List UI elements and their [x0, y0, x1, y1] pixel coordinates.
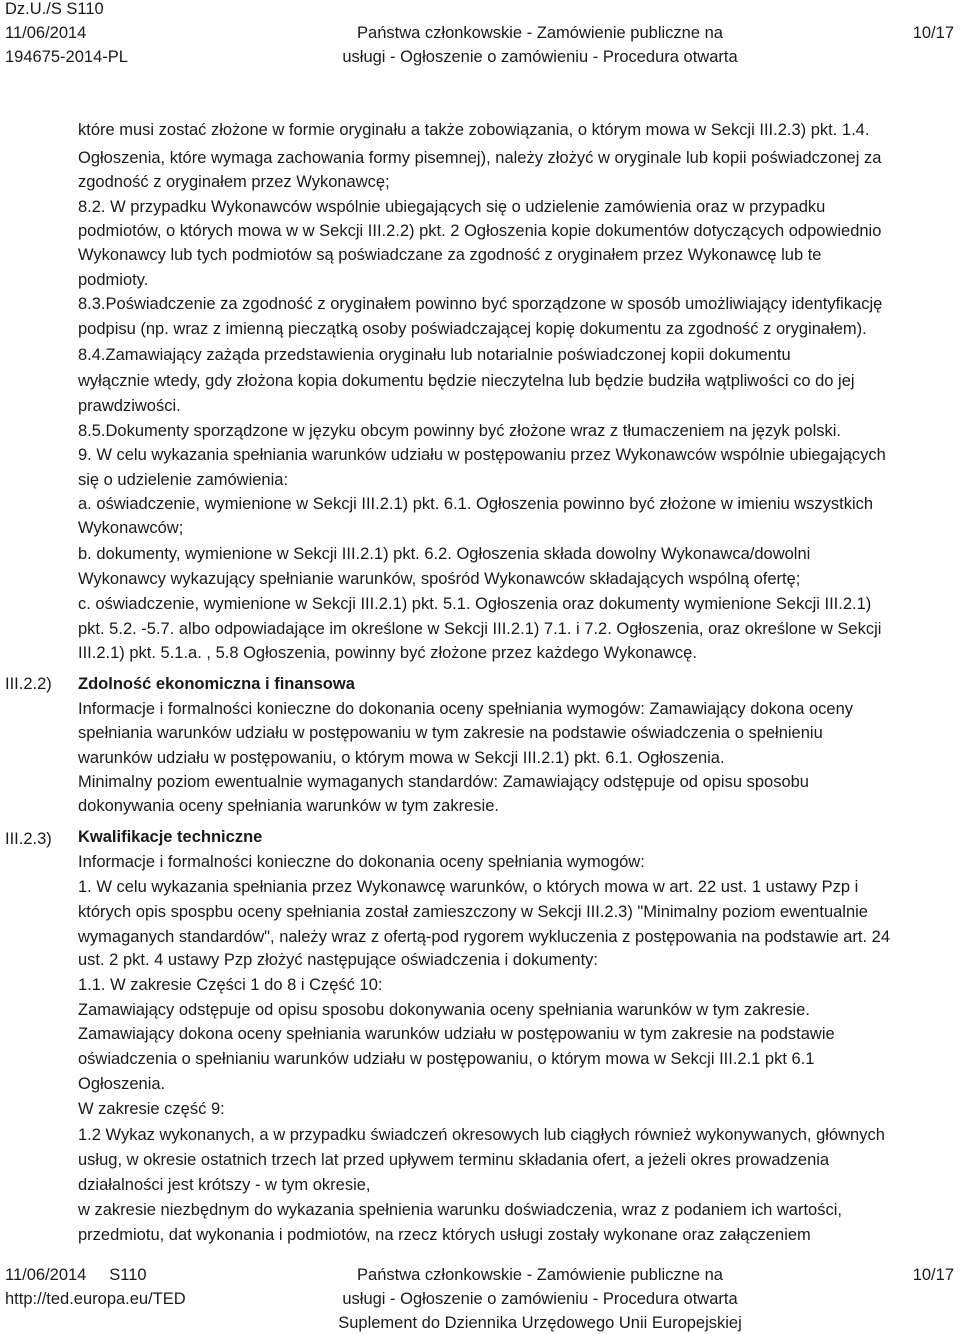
- body-line: zgodność z oryginałem przez Wykonawcę;: [78, 173, 390, 191]
- body-line: usług, w okresie ostatnich trzech lat przed upływem terminu składania ofert, a jeżeli okres prowadzenia: [78, 1151, 830, 1169]
- header-page-number: 10/17: [912, 24, 954, 42]
- section-number-III-2-2: III.2.2): [5, 675, 52, 693]
- footer-page-number: 10/17: [912, 1266, 954, 1284]
- footer-url: http://ted.europa.eu/TED: [5, 1290, 186, 1308]
- body-line: spełniania warunków udziału w postępowaniu w tym zakresie na podstawie oświadczenia o spełnieniu: [78, 724, 823, 742]
- footer-date-series: 11/06/2014 S110: [5, 1266, 147, 1284]
- body-line: przedmiotu, dat wykonania i podmiotów, na rzecz których usługi zostały wykonane oraz załączeniem: [78, 1226, 811, 1244]
- body-line: podmiotów, o których mowa w w Sekcji III.2.2) pkt. 2 Ogłoszenia kopie dokumentów dotyczących odpowiednio: [78, 222, 882, 240]
- body-line: podpisu (np. wraz z imienną pieczątką osoby poświadczającej kopię dokumentu za zgodność z oryginałem).: [78, 320, 867, 338]
- body-line: Minimalny poziom ewentualnie wymaganych standardów: Zamawiający odstępuje od opisu sposobu: [78, 773, 809, 791]
- body-line: 9. W celu wykazania spełniania warunków udziału w postępowaniu przez Wykonawców wspólnie ubiegających: [78, 446, 886, 464]
- body-line: III.2.1) pkt. 5.1.a. , 5.8 Ogłoszenia, powinny być złożone przez każdego Wykonawcę.: [78, 644, 697, 662]
- body-line: się o udzielenie zamówienia:: [78, 471, 289, 489]
- body-line: Ogłoszenia, które wymaga zachowania formy pisemnej), należy złożyć w oryginale lub kopii poświadczonej za: [78, 149, 882, 167]
- body-line: 8.2. W przypadku Wykonawców wspólnie ubiegających się o udzielenie zamówienia oraz w przypadku: [78, 198, 826, 216]
- body-line: ust. 2 pkt. 4 ustawy Pzp złożyć następujące oświadczenia i dokumenty:: [78, 951, 599, 969]
- body-line: pkt. 5.2. -5.7. albo odpowiadające im określone w Sekcji III.2.1) 7.1. i 7.2. Ogłoszenia, oraz określone w Sekcji: [78, 620, 882, 638]
- body-line: Informacje i formalności konieczne do dokonania oceny spełniania wymogów: Zamawiający dokona oceny: [78, 700, 854, 718]
- body-line: prawdziwości.: [78, 397, 181, 415]
- header-title-line1: Państwa członkowskie - Zamówienie publiczne na: [357, 24, 723, 42]
- body-line: wymaganych standardów", należy wraz z ofertą-pod rygorem wykluczenia z postępowania na podstawie art. 24: [78, 928, 891, 946]
- body-line: oświadczenia o spełnianiu warunków udziału w postępowaniu, o którym mowa w Sekcji III.2.1 pkt 6.1: [78, 1050, 815, 1068]
- body-line: podmioty.: [78, 271, 149, 289]
- body-line: a. oświadczenie, wymienione w Sekcji III.2.1) pkt. 6.1. Ogłoszenia powinno być złożone w imieniu wszystkich: [78, 495, 874, 513]
- body-line: 8.5.Dokumenty sporządzone w języku obcym powinny być złożone wraz z tłumaczeniem na język polski.: [78, 422, 842, 440]
- section-number-III-2-3: III.2.3): [5, 830, 52, 848]
- body-line: Ogłoszenia.: [78, 1075, 166, 1093]
- header-title-line2: usługi - Ogłoszenie o zamówieniu - Procedura otwarta: [342, 48, 738, 66]
- body-line: dokonywania oceny spełniania warunków w tym zakresie.: [78, 797, 499, 815]
- body-line: działalności jest krótszy - w tym okresie,: [78, 1176, 371, 1194]
- body-line: 1.2 Wykaz wykonanych, a w przypadku świadczeń okresowych lub ciągłych również wykonywanych, głównych: [78, 1126, 885, 1144]
- body-line: Wykonawcy wykazujący spełnianie warunków, spośród Wykonawców składających wspólną ofertę;: [78, 570, 801, 588]
- header-date: 11/06/2014: [5, 24, 87, 42]
- body-line: w zakresie niezbędnym do wykazania spełnienia warunku doświadczenia, wraz z podaniem ich wartości,: [78, 1201, 842, 1219]
- body-line: b. dokumenty, wymienione w Sekcji III.2.1) pkt. 6.2. Ogłoszenia składa dowolny Wykonawca/dowolni: [78, 545, 811, 563]
- footer-supplement: Suplement do Dziennika Urzędowego Unii Europejskiej: [338, 1314, 742, 1332]
- body-line: które musi zostać złożone w formie oryginału a także zobowiązania, o którym mowa w Sekcji III.2.3) pkt. 1.4.: [78, 121, 870, 139]
- body-line: których opis spospbu oceny spełniania został zamieszczony w Sekcji III.2.3) "Minimalny poziom ewentualnie: [78, 903, 868, 921]
- body-line: wyłącznie wtedy, gdy złożona kopia dokumentu będzie nieczytelna lub będzie budziła wątpliwości co do jej: [78, 372, 855, 390]
- notice-number: 194675-2014-PL: [5, 48, 128, 66]
- body-line: 8.4.Zamawiający zażąda przedstawienia oryginału lub notarialnie poświadczonej kopii dokumentu: [78, 346, 791, 364]
- body-line: Zamawiający odstępuje od opisu sposobu dokonywania oceny spełniania warunków w tym zakresie.: [78, 1001, 810, 1019]
- body-line: Wykonawców;: [78, 519, 184, 537]
- body-line: W zakresie część 9:: [78, 1100, 225, 1118]
- body-line: Wykonawcy lub tych podmiotów są poświadczane za zgodność z oryginałem przez Wykonawcę lub te: [78, 246, 822, 264]
- footer-title-line1: Państwa członkowskie - Zamówienie publiczne na: [357, 1266, 723, 1284]
- body-line: Informacje i formalności konieczne do dokonania oceny spełniania wymogów:: [78, 853, 645, 871]
- body-line: c. oświadczenie, wymienione w Sekcji III.2.1) pkt. 5.1. Ogłoszenia oraz dokumenty wymienione Sekcji III.2.1): [78, 595, 872, 613]
- section-heading-economic: Zdolność ekonomiczna i finansowa: [78, 675, 355, 693]
- journal-ref: Dz.U./S S110: [5, 0, 104, 18]
- body-line: warunków udziału w postępowaniu, o którym mowa w Sekcji III.2.1) pkt. 6.1. Ogłoszenia.: [78, 749, 725, 767]
- page-header: [0, 0, 960, 72]
- body-line: 1. W celu wykazania spełniania przez Wykonawcę warunków, o których mowa w art. 22 ust. 1 ustawy Pzp i: [78, 878, 859, 896]
- body-line: 1.1. W zakresie Części 1 do 8 i Część 10:: [78, 976, 383, 994]
- body-line: Zamawiający dokona oceny spełniania warunków udziału w postępowaniu w tym zakresie na podstawie: [78, 1025, 835, 1043]
- section-heading-technical: Kwalifikacje techniczne: [78, 828, 263, 846]
- footer-title-line2: usługi - Ogłoszenie o zamówieniu - Procedura otwarta: [342, 1290, 738, 1308]
- body-line: 8.3.Poświadczenie za zgodność z oryginałem powinno być sporządzone w sposób umożliwiający identyfikację: [78, 295, 883, 313]
